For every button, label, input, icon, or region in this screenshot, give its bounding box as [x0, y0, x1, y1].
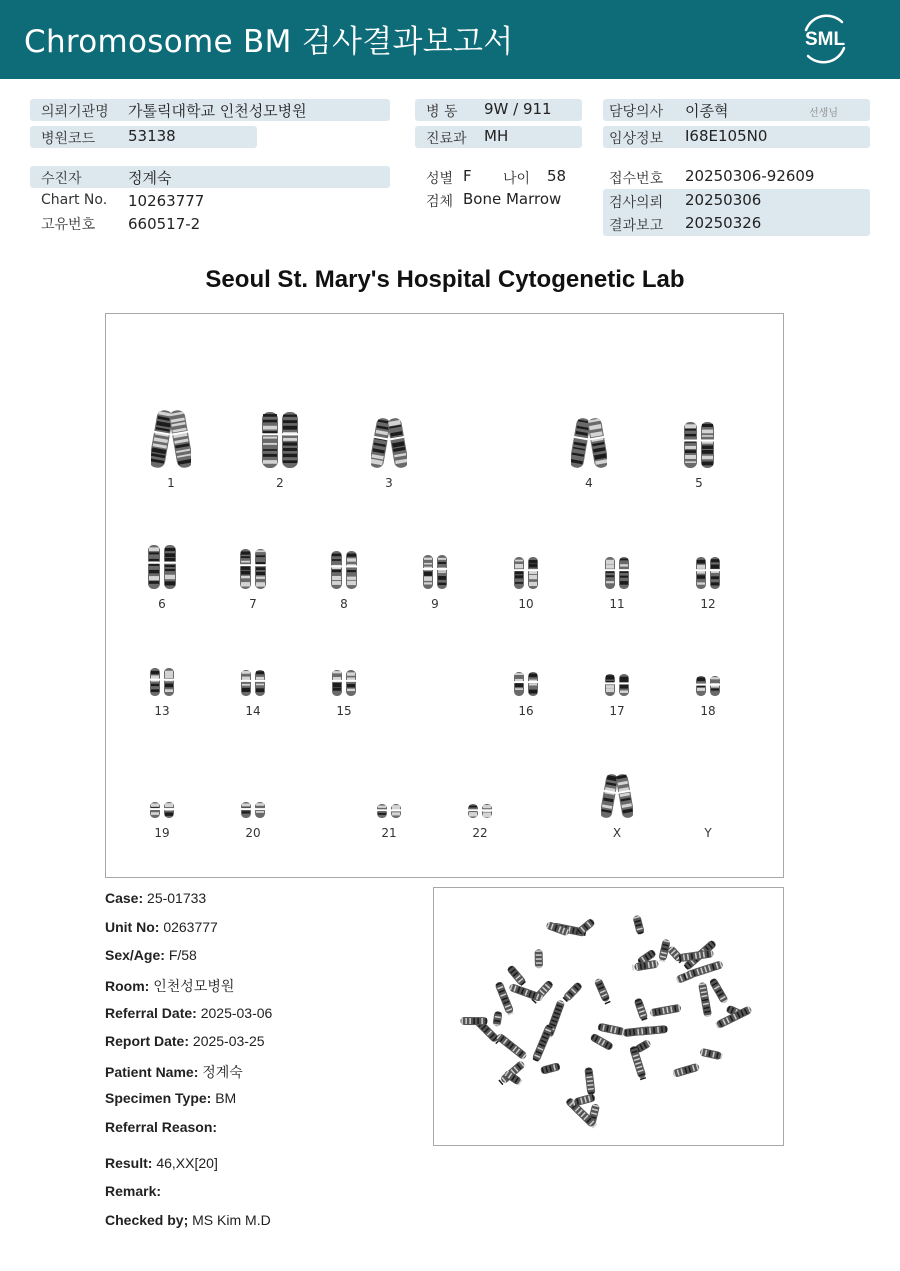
chromosome-pair-8 [329, 549, 359, 591]
chromosome-label-18: 18 [700, 704, 716, 718]
unique-id-value: 660517-2 [128, 215, 201, 233]
chromosome-label-7: 7 [249, 597, 257, 611]
receipt-value: 20250306-92609 [685, 167, 815, 185]
sml-logo-text: SML [804, 29, 846, 50]
report-title: Chromosome BM 검사결과보고서 [24, 24, 514, 60]
chromosome-label-12: 12 [700, 597, 716, 611]
chromosome-pair-12 [694, 555, 722, 591]
case-label: Case: [105, 890, 144, 906]
chromosome-pair-19 [148, 800, 176, 820]
chromosome-pair-6 [146, 543, 178, 591]
chromosome-label-2: 2 [276, 476, 284, 490]
referral-reason-line [105, 1119, 217, 1135]
chromosome-label-5: 5 [695, 476, 703, 490]
result-line [105, 1155, 218, 1171]
chromosome-pair-15 [330, 668, 358, 698]
chromosome-pair-7 [238, 547, 268, 591]
chart-no-value: 10263777 [128, 192, 205, 210]
chromosome-pair-18 [694, 674, 722, 698]
metaphase-chromosome [576, 918, 596, 937]
metaphase-chromosome [672, 1063, 700, 1078]
metaphase-image [433, 887, 784, 1146]
receipt-label: 접수번호 [609, 171, 664, 187]
checked-by-label: Checked by; [105, 1212, 189, 1228]
specimen-type-value: BM [215, 1090, 237, 1106]
department-value: MH [484, 127, 509, 145]
chromosome-label-14: 14 [245, 704, 261, 718]
request-value: 20250306 [685, 191, 762, 209]
metaphase-chromosome [634, 997, 649, 1021]
institution-label: 의뢰기관명 [41, 104, 109, 120]
report-date-label: Report Date: [105, 1033, 190, 1049]
chromosome-pair-x [601, 772, 633, 820]
metaphase-spread [434, 888, 783, 1145]
chromosome-pair-1 [151, 408, 191, 470]
karyogram-panel [105, 313, 784, 878]
unit-value: 0263777 [163, 919, 218, 935]
referral-reason-label: Referral Reason: [105, 1119, 218, 1135]
chromosome-pair-10 [512, 555, 540, 591]
referral-date-value: 2025-03-06 [200, 1005, 273, 1021]
metaphase-chromosome [584, 1067, 595, 1095]
clinical-label: 임상정보 [609, 131, 664, 147]
metaphase-chromosome [495, 1032, 528, 1060]
doctor-label: 담당의사 [609, 104, 664, 120]
lab-title: Seoul St. Mary's Hospital Cytogenetic Lab [205, 266, 685, 293]
chromosome-pair-2 [260, 410, 300, 470]
result-label: Result: [105, 1155, 153, 1171]
metaphase-chromosome [597, 1023, 625, 1036]
result-value: 46,XX[20] [156, 1155, 218, 1171]
metaphase-chromosome [545, 921, 570, 937]
sexage-value: F/58 [168, 947, 197, 963]
metaphase-chromosome [492, 1011, 502, 1027]
sex-value: F [463, 167, 472, 185]
case-line [105, 890, 206, 906]
sexage-line [105, 947, 197, 963]
metaphase-chromosome [535, 949, 543, 968]
specimen-type-label: Specimen Type: [105, 1090, 212, 1106]
chromosome-label-4: 4 [585, 476, 593, 490]
unique-id-label: 고유번호 [41, 217, 96, 233]
age-label: 나이 [503, 171, 531, 187]
chromosome-pair-14 [239, 668, 267, 698]
chromosome-label-15: 15 [336, 704, 352, 718]
metaphase-chromosome [460, 1017, 487, 1025]
chromosome-pair-16 [512, 670, 540, 698]
institution-value: 가톨릭대학교 인천성모병원 [128, 102, 307, 120]
chromosome-label-13: 13 [154, 704, 170, 718]
metaphase-chromosome [637, 1025, 668, 1036]
ward-label: 병 동 [426, 104, 458, 120]
specimen-value: Bone Marrow [463, 190, 562, 208]
metaphase-chromosome [562, 981, 583, 1003]
chromosome-pair-17 [603, 672, 631, 698]
chromosome-label-6: 6 [158, 597, 166, 611]
patient-value: 정계숙 [128, 169, 172, 187]
patient-name-label: Patient Name: [105, 1064, 199, 1080]
chromosome-pair-11 [603, 555, 631, 591]
patient-label: 수진자 [41, 171, 82, 187]
ward-value: 9W / 911 [484, 100, 552, 118]
chromosome-label-16: 16 [518, 704, 534, 718]
hospital-code-label: 병원코드 [41, 131, 96, 147]
chromosome-pair-22 [466, 802, 494, 820]
clinical-value: I68E105N0 [685, 127, 768, 145]
chart-no-label: Chart No. [41, 192, 108, 208]
report-date-line [105, 1033, 265, 1049]
metaphase-chromosome [632, 915, 645, 935]
referral-date-label: Referral Date: [105, 1005, 197, 1021]
chromosome-label-9: 9 [431, 597, 439, 611]
chromosome-label-21: 21 [381, 826, 397, 840]
hospital-code-value: 53138 [128, 127, 176, 145]
metaphase-chromosome [540, 1062, 561, 1075]
metaphase-chromosome [699, 1048, 723, 1061]
specimen-label: 검체 [426, 194, 454, 210]
doctor-suffix: 선생님 [809, 108, 838, 119]
chromosome-label-10: 10 [518, 597, 534, 611]
chromosome-label-19: 19 [154, 826, 170, 840]
chromosome-pair-13 [148, 666, 176, 698]
patient-name-line [105, 1062, 243, 1082]
chromosome-label-3: 3 [385, 476, 393, 490]
chromosome-label-x: X [612, 826, 622, 840]
referral-date-line [105, 1005, 272, 1021]
chromosome-pair-3 [371, 416, 407, 470]
metaphase-chromosome [532, 1023, 554, 1062]
metaphase-chromosome [506, 964, 527, 987]
patient-name-value: 정계숙 [202, 1064, 243, 1080]
chromosome-pair-5 [682, 420, 716, 470]
sml-logo [796, 12, 854, 66]
chromosome-pair-20 [239, 800, 267, 820]
room-line [105, 976, 234, 996]
sex-label: 성별 [426, 171, 454, 187]
unit-label: Unit No: [105, 919, 160, 935]
doctor-value: 이종혁 [685, 102, 729, 120]
specimen-type-line [105, 1090, 236, 1106]
metaphase-chromosome [629, 1045, 647, 1080]
chromosome-label-17: 17 [609, 704, 625, 718]
report-date-value: 2025-03-25 [192, 1033, 265, 1049]
checked-by-line [105, 1212, 271, 1228]
department-label: 진료과 [426, 131, 467, 147]
sexage-label: Sex/Age: [105, 947, 165, 963]
chromosome-label-20: 20 [245, 826, 261, 840]
chromosome-label-1: 1 [167, 476, 175, 490]
checked-by-value: MS Kim M.D [192, 1212, 271, 1228]
case-value: 25-01733 [147, 890, 207, 906]
chromosome-label-22: 22 [472, 826, 488, 840]
metaphase-chromosome [594, 977, 612, 1004]
metaphase-chromosome [589, 1033, 614, 1052]
chromosome-label-8: 8 [340, 597, 348, 611]
room-label: Room: [105, 978, 150, 994]
unit-line [105, 919, 218, 935]
metaphase-chromosome [650, 1004, 682, 1017]
report-value: 20250326 [685, 214, 762, 232]
metaphase-chromosome [708, 977, 728, 1004]
report-label: 결과보고 [609, 218, 664, 234]
age-value: 58 [547, 167, 567, 185]
chromosome-label-11: 11 [609, 597, 625, 611]
chromosome-pair-4 [571, 416, 607, 470]
metaphase-chromosome [698, 982, 712, 1018]
chromosome-pair-21 [375, 802, 403, 820]
report-header [0, 0, 900, 79]
remark-line [105, 1183, 161, 1199]
remark-label: Remark: [105, 1183, 162, 1199]
chromosome-pair-9 [421, 553, 449, 591]
room-value: 인천성모병원 [153, 978, 235, 994]
patient-row-bg [30, 166, 390, 188]
request-label: 검사의뢰 [609, 195, 664, 211]
chromosome-label-y: Y [704, 826, 712, 840]
